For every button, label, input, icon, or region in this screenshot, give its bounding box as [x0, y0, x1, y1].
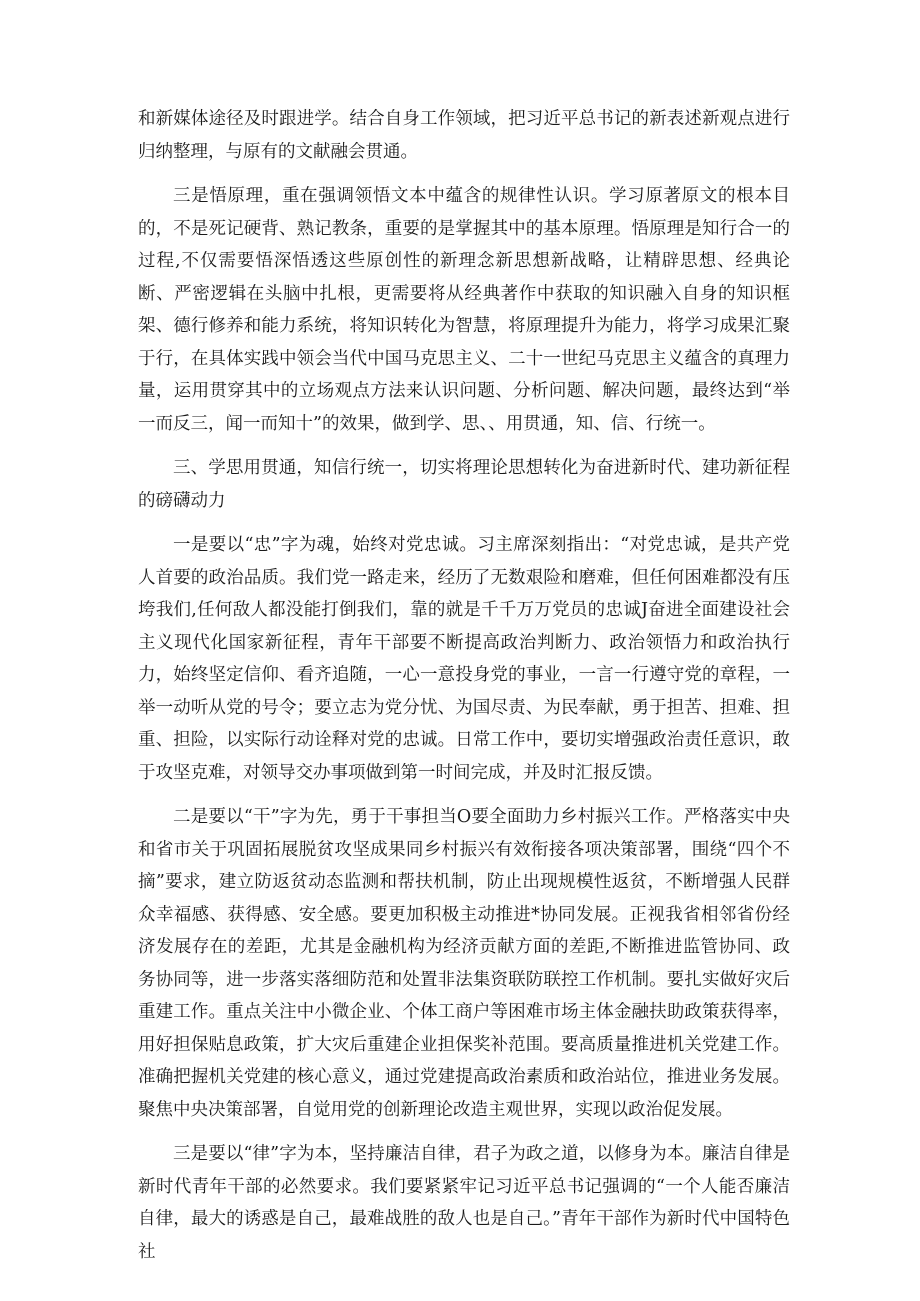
document-body — [138, 103, 790, 1280]
paragraph-discipline: 三是要以“律”字为本，坚持廉洁自律，君子为政之道，以修身为本。廉洁自律是新时代青年干部的必然要求。我们要紧紧牢记习近平总书记强调的“一个人能否廉洁自律，最大的诱惑是自己，最难战胜的敌人也是自己。”青年干部作为新时代中国特色社 — [138, 1144, 790, 1262]
paragraph-action: 二是要以“干”字为先，勇于干事担当O要全面助力乡村振兴工作。严格落实中央和省市关于巩固拓展脱贫攻坚成果同乡村振兴有效衔接各项决策部署，围绕“四个不摘”要求，建立防返贫动态监测和帮扶机制，防止出现规模性返贫，不断增强人民群众幸福感、获得感、安全感。要更加积极主动推进*协同发展。正视我省相邻省份经济发展存在的差距，尤其是金融机构为经济贡献方面的差距,不断推进监管协同、政务协同等，进一步落实落细防范和处置非法集资联防联控工作机制。要扎实做好灾后重建工作。重点关注中小微企业、个体工商户等困难市场主体金融扶助政策获得率，用好担保贴息政策，扩大灾后重建企业担保奖补范围。要高质量推进机关党建工作。准确把握机关党建的核心意义，通过党建提高政治素质和政治站位，推进业务发展。聚焦中央决策部署，自觉用党的创新理论改造主观世界，实现以政治促发展。 — [138, 807, 790, 1120]
paragraph-understand-principles: 三是悟原理，重在强调领悟文本中蕴含的规律性认识。学习原著原文的根本目的，不是死记硬背、熟记教条，重要的是掌握其中的基本原理。悟原理是知行合一的过程,不仅需要悟深悟透这些原创性的新理念新思想新战略，让精辟思想、经典论断、严密逻辑在头脑中扎根，更需要将从经典著作中获取的知识融入自身的知识框架、德行修养和能力系统，将知识转化为智慧，将原理提升为能力，将学习成果汇聚于行，在具体实践中领会当代中国马克思主义、二十一世纪马克思主义蕴含的真理力量，运用贯穿其中的立场观点方法来认识问题、分析问题、解决问题，最终达到“举一而反三，闻一而知十”的效果，做到学、思、、用贯通，知、信、行统一。 — [138, 186, 790, 434]
paragraph-loyalty: 一是要以“忠”字为魂，始终对党忠诚。习主席深刻指出：“对党忠诚，是共产党人首要的政治品质。我们党一路走来，经历了无数艰险和磨难，但任何困难都没有压垮我们,任何敌人都没能打倒我们，靠的就是千千万万党员的忠诚J奋进全面建设社会主义现代化国家新征程，青年干部要不断提高政治判断力、政治领悟力和政治执行力，始终坚定信仰、看齐追随，一心一意投身党的事业，一言一行遵守党的章程，一举一动听从党的号令；要立志为党分忧、为国尽责、为民奉献，勇于担苦、担难、担重、担险，以实际行动诠释对党的忠诚。日常工作中，要切实增强政治责任意识，敢于攻坚克难，对领导交办事项做到第一时间完成，并及时汇报反馈。 — [138, 535, 790, 783]
section-heading-three: 三、学思用贯通，知信行统一，切实将理论思想转化为奋进新时代、建功新征程的磅礴动力 — [138, 458, 790, 511]
paragraph-continuation: 和新媒体途径及时跟进学。结合自身工作领域，把习近平总书记的新表述新观点进行归纳整理，与原有的文献融会贯通。 — [138, 109, 790, 162]
